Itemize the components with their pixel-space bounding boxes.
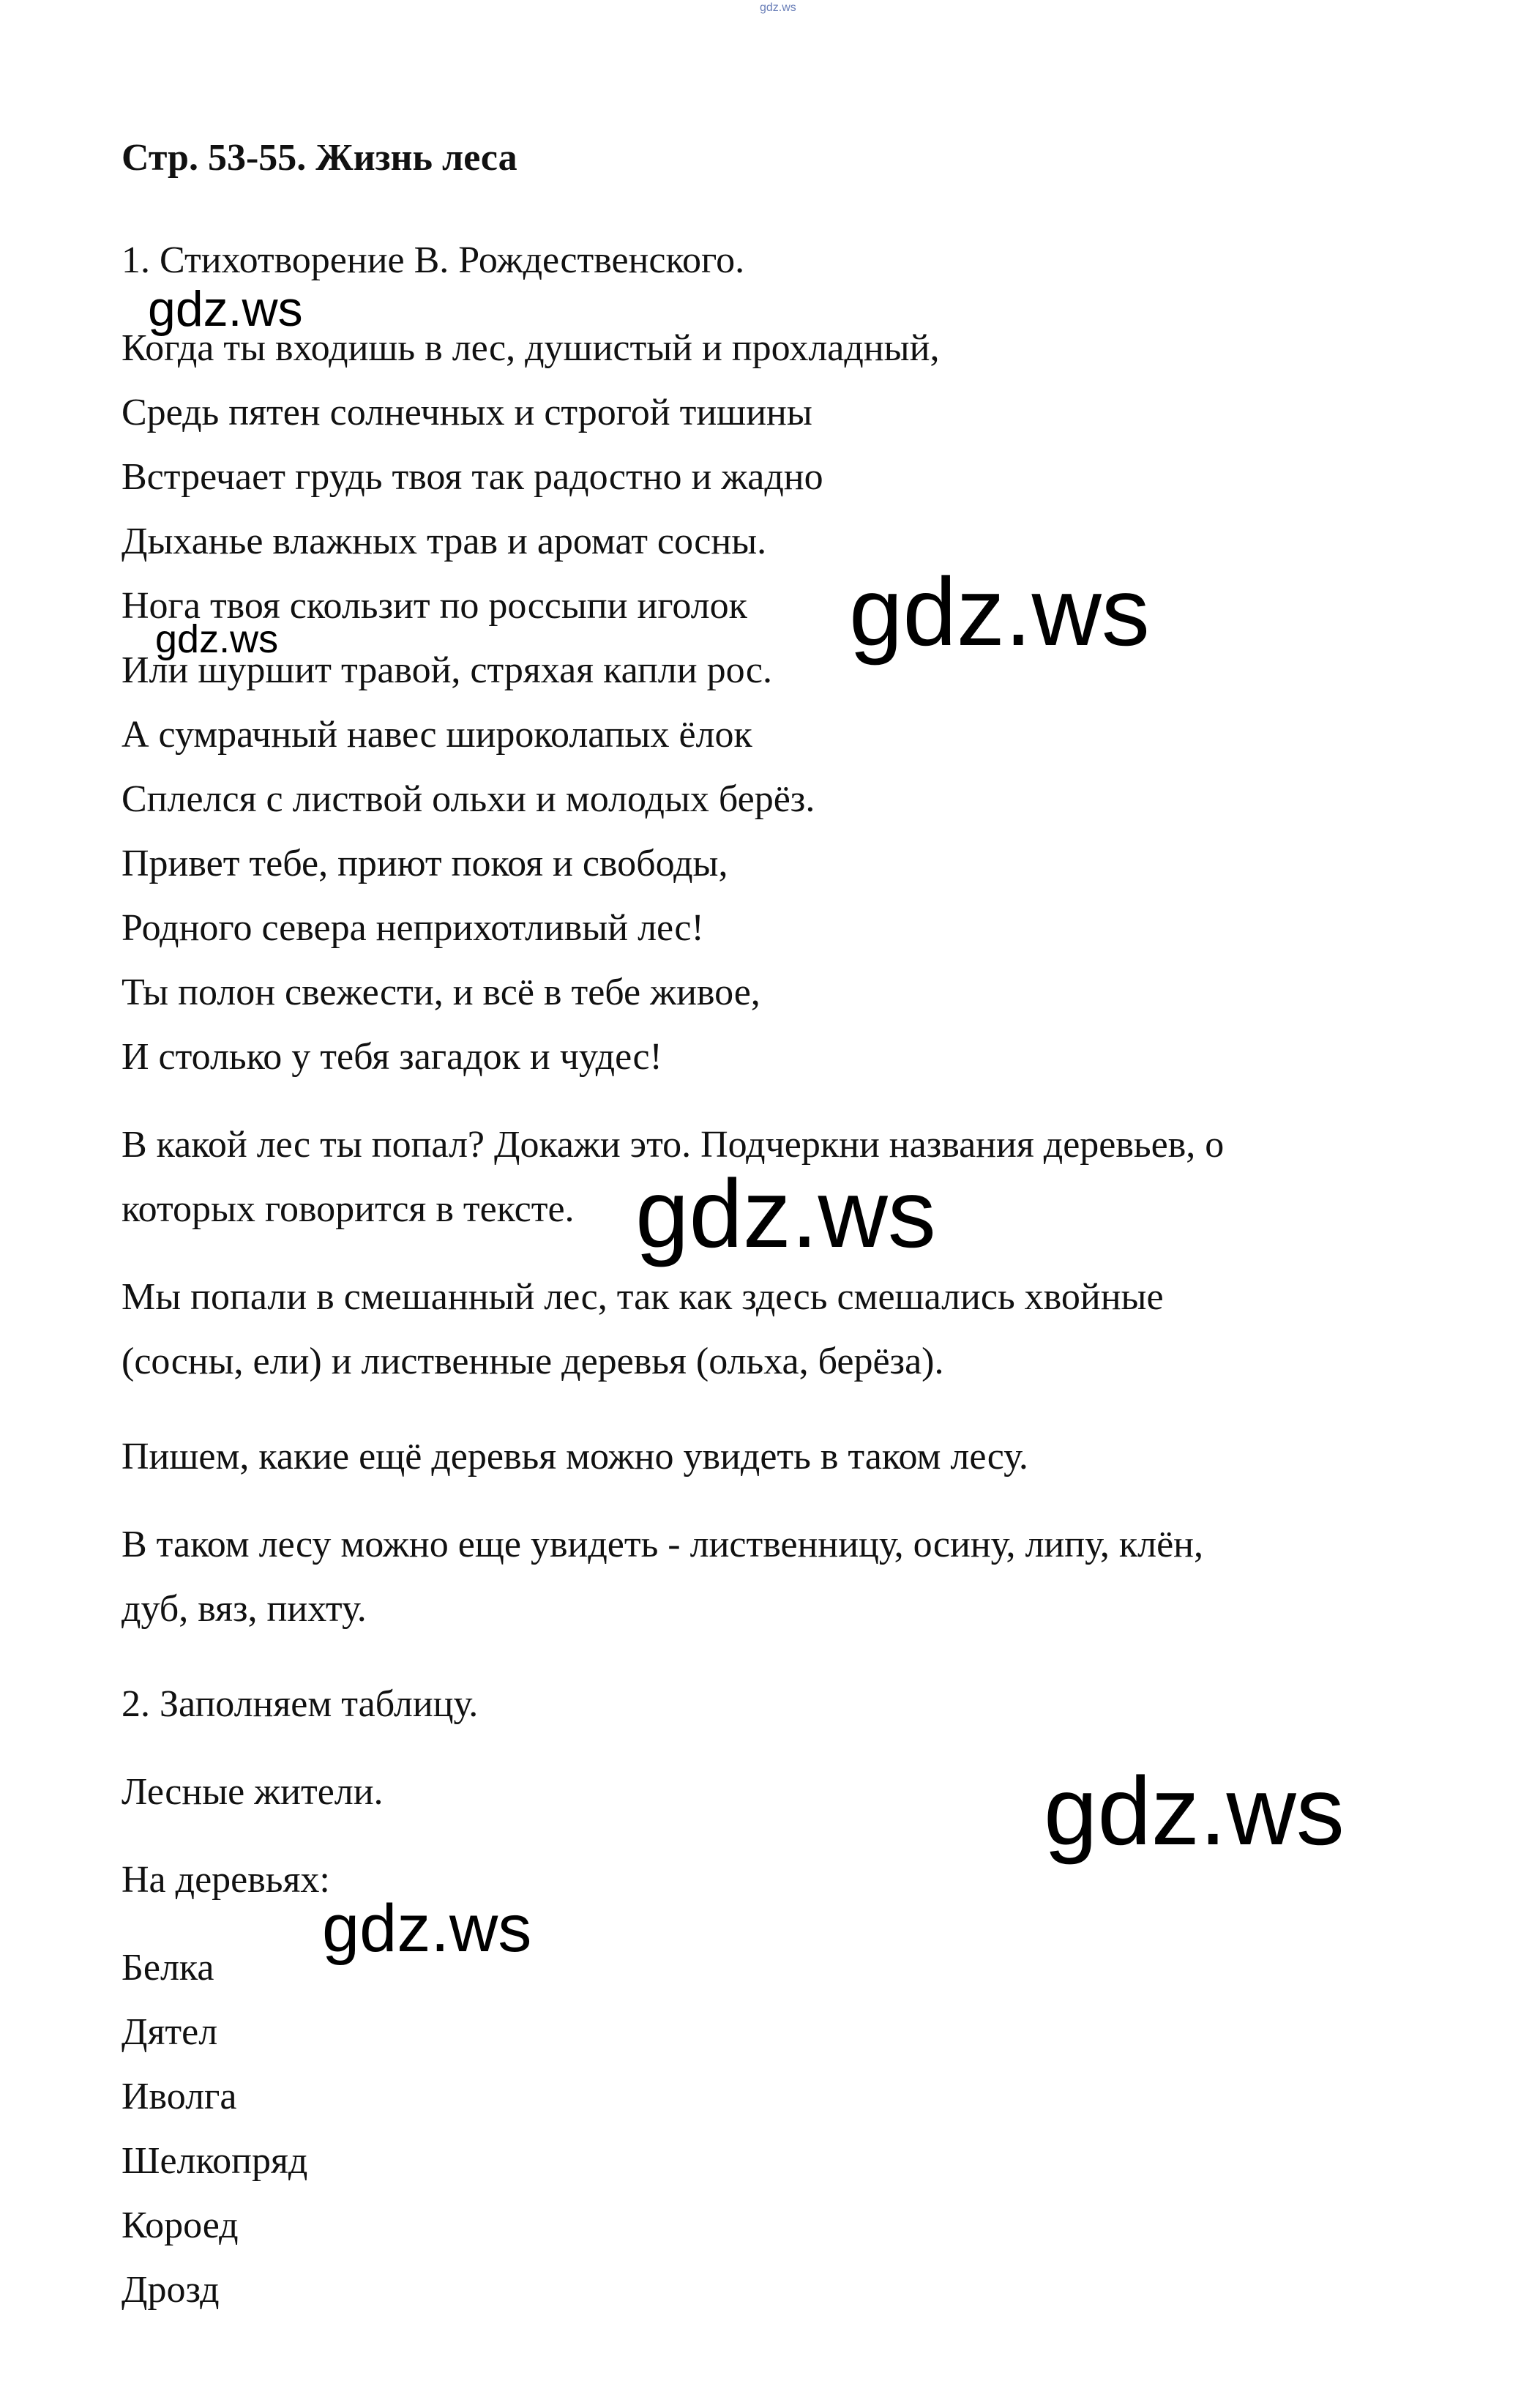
watermark: gdz.ws — [155, 617, 279, 661]
list-item: Короед — [122, 2205, 239, 2246]
poem-line: И столько у тебя загадок и чудес! — [122, 1036, 662, 1078]
poem-line: Сплелся с листвой ольхи и молодых берёз. — [122, 778, 815, 820]
list-item: Белка — [122, 1947, 214, 1989]
page-title: Стр. 53-55. Жизнь леса — [122, 137, 517, 179]
top-watermark: gdz.ws — [760, 1, 796, 14]
poem-line: А сумрачный навес широколапых ёлок — [122, 714, 752, 756]
poem-line: Родного севера неприхотливый лес! — [122, 907, 704, 949]
watermark: gdz.ws — [1044, 1757, 1345, 1865]
poem-line: Или шуршит травой, стряхая капли рос. — [122, 649, 772, 691]
question2: Пишем, какие ещё деревья можно увидеть в таком лесу. — [122, 1436, 1028, 1477]
watermark: gdz.ws — [148, 281, 303, 337]
poem-line: Встречает грудь твоя так радостно и жадно — [122, 456, 823, 498]
poem-line: Дыханье влажных трав и аромат сосны. — [122, 521, 767, 562]
answer1-line: Мы попали в смешанный лес, так как здесь смешались хвойные — [122, 1276, 1164, 1318]
watermark: gdz.ws — [322, 1891, 532, 1966]
poem-line: Привет тебе, приют покоя и свободы, — [122, 843, 728, 884]
question1-line: В какой лес ты попал? Докажи это. Подчеркни названия деревьев, о — [122, 1124, 1225, 1166]
table-title: Лесные жители. — [122, 1771, 384, 1813]
poem-line: Ты полон свежести, и всё в тебе живое, — [122, 972, 760, 1013]
answer1-line: (сосны, ели) и лиственные деревья (ольха, берёза). — [122, 1341, 944, 1382]
list-item: Шелкопряд — [122, 2140, 308, 2182]
watermark: gdz.ws — [849, 558, 1150, 666]
question1-line: которых говорится в тексте. — [122, 1188, 575, 1230]
list-item: Дятел — [122, 2011, 218, 2053]
task1-heading: 1. Стихотворение В. Рождественского. — [122, 239, 745, 281]
list-item: Дрозд — [122, 2269, 220, 2311]
answer2-line: дуб, вяз, пихту. — [122, 1588, 367, 1630]
task2-heading: 2. Заполняем таблицу. — [122, 1683, 479, 1725]
watermark: gdz.ws — [635, 1160, 936, 1267]
list-item: Иволга — [122, 2076, 237, 2117]
answer2-line: В таком лесу можно еще увидеть - лиственницу, осину, липу, клён, — [122, 1524, 1203, 1565]
poem-line: Средь пятен солнечных и строгой тишины — [122, 392, 812, 433]
poem-line: Нога твоя скользит по россыпи иголок — [122, 585, 747, 627]
poem-line: Когда ты входишь в лес, душистый и прохладный, — [122, 327, 940, 369]
section-trees-heading: На деревьях: — [122, 1859, 330, 1901]
